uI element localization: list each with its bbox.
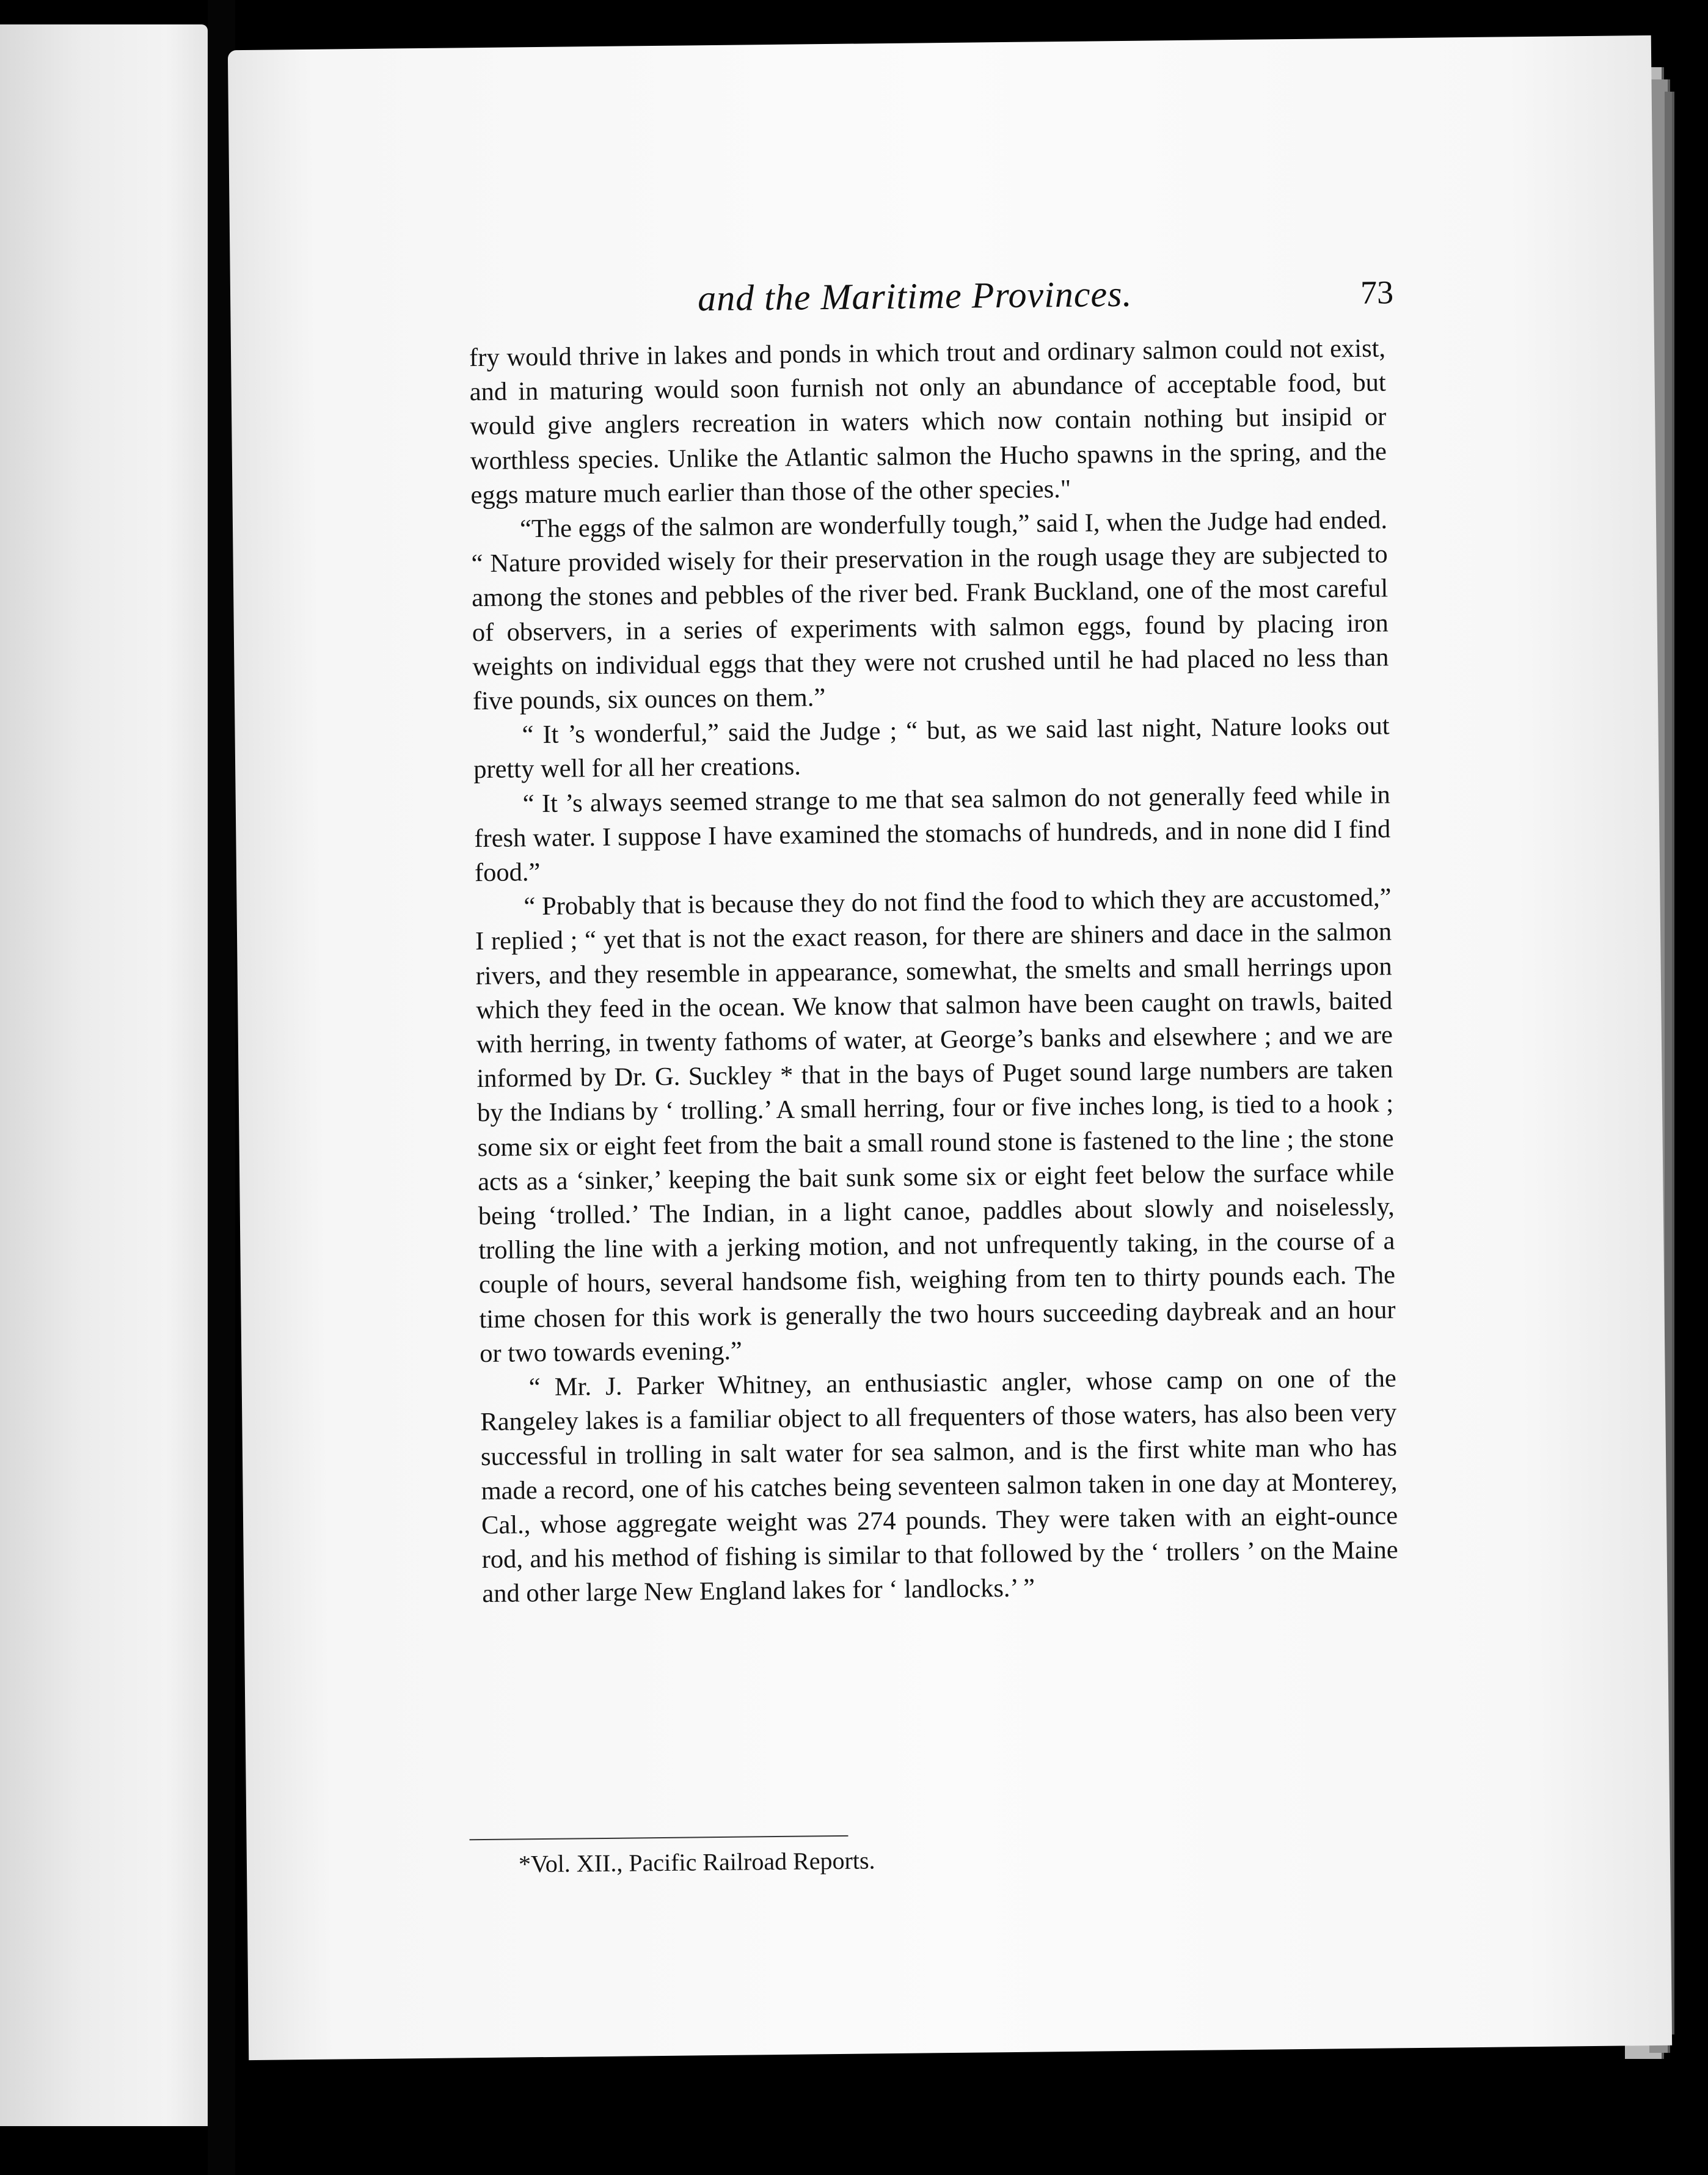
left-page-blank — [0, 24, 208, 2126]
running-head: and the Maritime Provinces. — [697, 273, 1133, 319]
page-number: 73 — [1360, 274, 1394, 311]
paragraph: “ It ’s always seemed strange to me that sea salmon do not generally feed while in fresh water. I suppose I have examined the stomachs of hundreds, and in none did I find food.” — [474, 780, 1391, 888]
paragraph: “ It ’s wonderful,” said the Judge ; “ but, as we said last night, Nature looks out pretty well for all her creations. — [473, 711, 1390, 784]
body-text — [469, 331, 1399, 1611]
paragraph: “ Mr. J. Parker Whitney, an enthusiastic angler, whose camp on one of the Rangeley lakes is a familiar object to all frequenters of those waters, has also been very successful in trolling in salt water for sea salmon, and is the first white man who has made a record, one of his catches being seventeen salmon taken in one day at Monterey, Cal., whose aggregate weight was 274 pounds. They were taken with an eight-ounce rod, and his method of fishing is similar to that followed by the ‘ trollers ’ on the Maine and other large New England lakes for ‘ landlocks.’ ” — [480, 1364, 1398, 1609]
paragraph: “ Probably that is because they do not find the food to which they are accustomed,” I replied ; “ yet that is not the exact reason, for there are shiners and dace in the salmon rivers, and they resemble in appearance, somewhat, the smelts and small herrings upon which they feed in the ocean. We know that salmon have been caught on trawls, baited with herring, in twenty fathoms of water, at George’s banks and elsewhere ; and we are informed by Dr. G. Suckley * that in the bays of Puget sound large numbers are taken by the Indians by ‘ trolling.’ A small herring, four or five inches long, is tied to a hook ; some six or eight feet from the bait a small round stone is fastened to the line ; the stone acts as a ‘sinker,’ keeping the bait sunk some six or eight feet below the surface while being ‘trolled.’ The Indian, in a light canoe, paddles about slowly and noiselessly, trolling the line with a jerking motion, and not unfrequently taking, in the course of a couple of hours, several handsome fish, weighing from ten to thirty pounds each. The time chosen for this work is generally the two hours succeeding daybreak and an hour or two towards evening.” — [475, 883, 1396, 1368]
book-page — [228, 35, 1672, 2060]
paragraph: “The eggs of the salmon are wonderfully tough,” said I, when the Judge had ended. “ Nature provided wisely for their preservation in the rough usage they are subjected to among the stones and pebbles of the river bed. Frank Buckland, one of the most careful of observers, in a series of experiments with salmon eggs, found by placing iron weights on individual eggs that they were not crushed until he had placed no less than five pounds, six ounces on them.” — [471, 505, 1389, 716]
page-content — [228, 35, 1672, 2060]
paragraph: fry would thrive in lakes and ponds in which trout and ordinary salmon could not exist, and in maturing would soon furnish not only an abundance of acceptable food, but would give anglers recreation in waters which now contain nothing but insipid or worthless species. Unlike the Atlantic salmon the Hucho spawns in the spring, and the eggs mature much earlier than those of the other species." — [469, 334, 1387, 510]
footnote-rule — [470, 1835, 849, 1840]
footnote: *Vol. XII., Pacific Railroad Reports. — [518, 1846, 875, 1878]
